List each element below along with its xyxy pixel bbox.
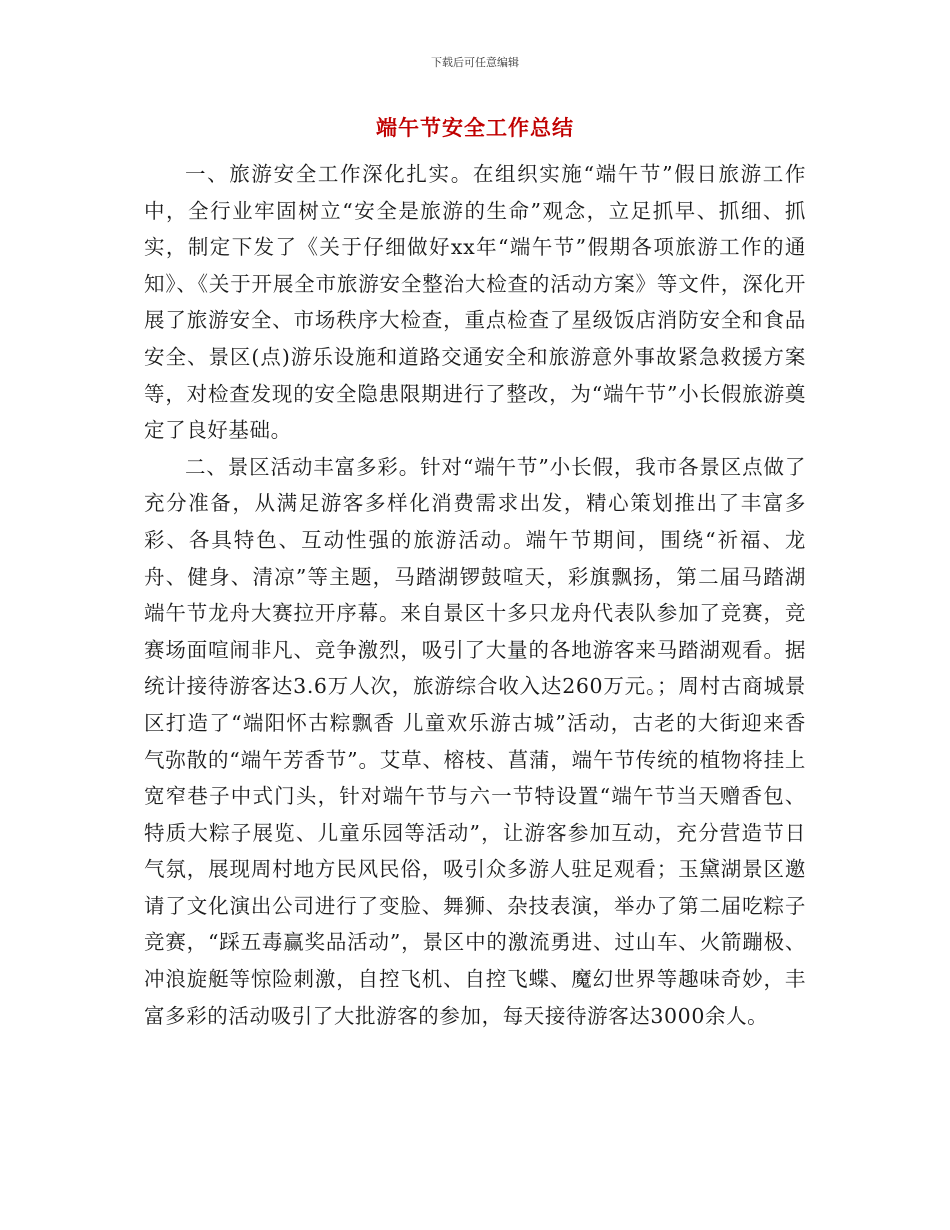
document-title: 端午节安全工作总结 xyxy=(376,116,574,140)
paragraph-scenic-activities: 二、景区活动丰富多彩。针对“端午节”小长假，我市各景区点做了充分准备，从满足游客多样化消费需求出发，精心策划推出了丰富多彩、各具特色、互动性强的旅游活动。端午节期间，围绕“祈福、龙舟、健身、清凉”等主题，马踏湖锣鼓喧天，彩旗飘扬，第二届马踏湖端午节龙舟大赛拉开序幕。来自景区十多只龙舟代表队参加了竞赛，竞赛场面喧闹非凡、竞争激烈，吸引了大量的各地游客来马踏湖观看。据统计接待游客达3.6万人次，旅游综合收入达260万元。；周村古商城景区打造了“端阳怀古粽飘香 儿童欢乐游古城”活动，古老的大街迎来香气弥散的“端午芳香节”。艾草、榕枝、菖蒲，端午节传统的植物将挂上宽窄巷子中式门头，针对端午节与六一节特设置“端午节当天赠香包、特质大粽子展览、儿童乐园等活动”，让游客参加互动，充分营造节日气氛，展现周村地方民风民俗，吸引众多游人驻足观看；玉黛湖景区邀请了文化演出公司进行了变脸、舞狮、杂技表演，举办了第二届吃粽子竞赛，“踩五毒赢奖品活动”，景区中的激流勇进、过山车、火箭蹦极、冲浪旋艇等惊险刺激，自控飞机、自控飞蝶、魔幻世界等趣味奇妙，丰富多彩的活动吸引了大批游客的参加，每天接待游客达3000余人。 xyxy=(144,454,806,1028)
document-body xyxy=(144,156,806,1034)
page-header-note: 下载后可任意编辑 xyxy=(431,56,519,69)
paragraph-tourism-safety: 一、旅游安全工作深化扎实。在组织实施“端午节”假日旅游工作中，全行业牢固树立“安全是旅游的生命”观念，立足抓早、抓细、抓实，制定下发了《关于仔细做好xx年“端午节”假期各项旅游工作的通知》、《关于开展全市旅游安全整治大检查的活动方案》等文件，深化开展了旅游安全、市场秩序大检查，重点检查了星级饭店消防安全和食品安全、景区(点)游乐设施和道路交通安全和旅游意外事故紧急救援方案等，对检查发现的安全隐患限期进行了整改，为“端午节”小长假旅游奠定了良好基础。 xyxy=(144,162,806,443)
